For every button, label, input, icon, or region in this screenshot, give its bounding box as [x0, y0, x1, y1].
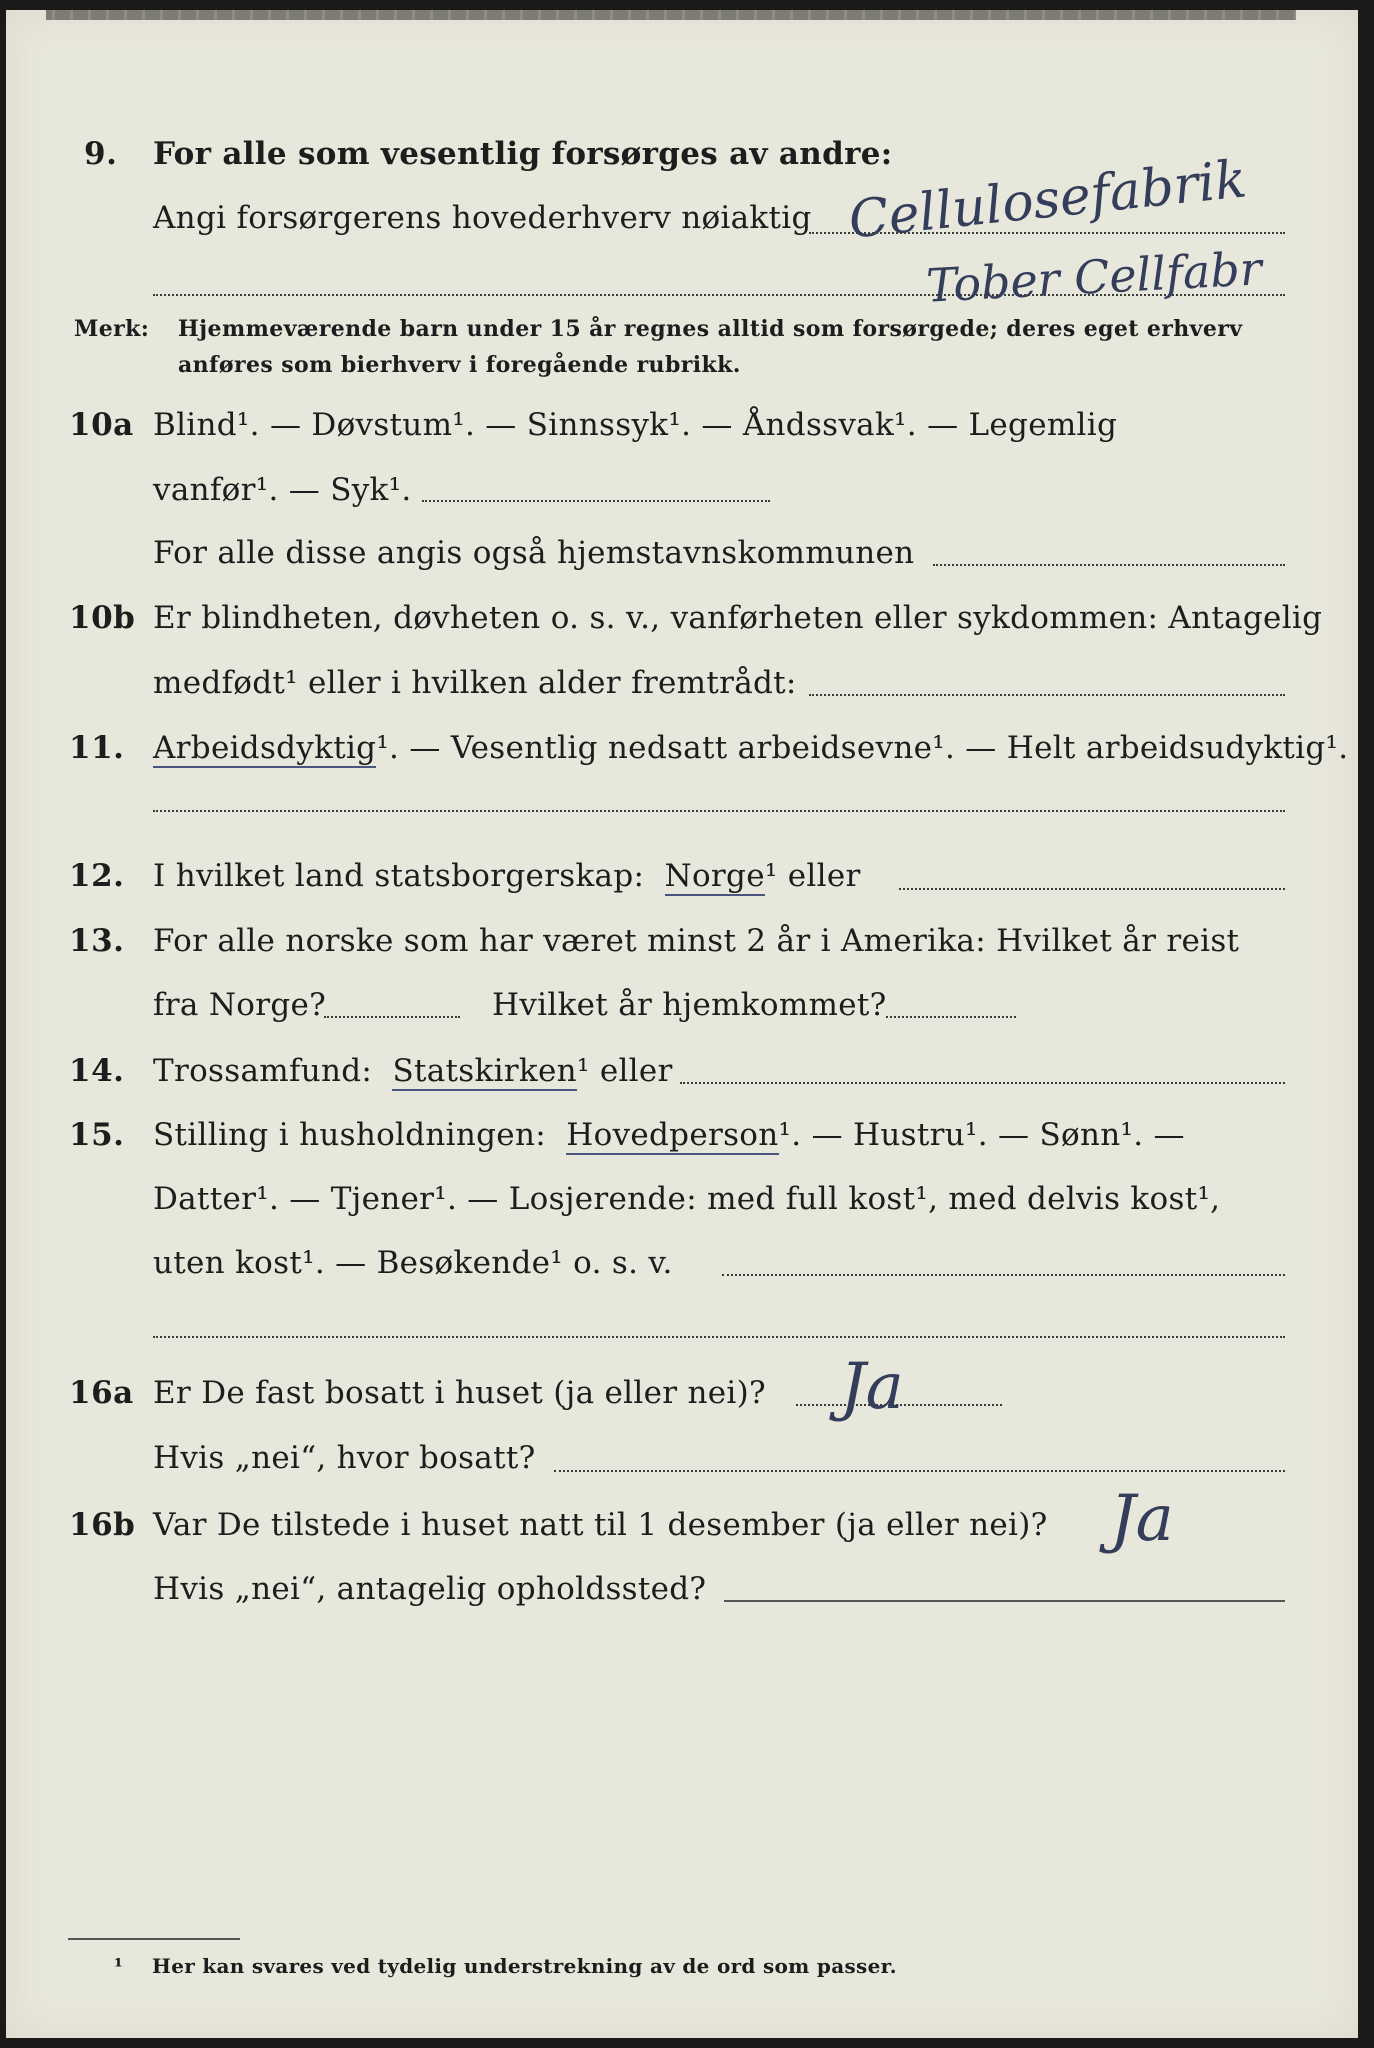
- q15-line2: Datter¹. — Tjener¹. — Losjerende: med full kost¹, med delvis kost¹,: [153, 1181, 1221, 1217]
- q10a-line1: Blind¹. — Døvstum¹. — Sinnssyk¹. — Åndssvak¹. — Legemlig: [153, 407, 1118, 443]
- q16b-line1: Var De tilstede i huset natt til 1 desember (ja eller nei)?: [153, 1507, 1048, 1543]
- q16b-opholdssted-line: [724, 1600, 1285, 1602]
- page-top-edge: [46, 10, 1296, 20]
- q15-answer-line: [722, 1274, 1285, 1276]
- q12-number: 12.: [69, 858, 125, 894]
- q16a-handwritten-answer: Ja: [840, 1350, 904, 1424]
- q16b-handwritten-answer: Ja: [1110, 1482, 1174, 1556]
- q10a-answer-line: [422, 500, 770, 502]
- q10b-line2: medfødt¹ eller i hvilken alder fremtrådt:: [153, 665, 797, 701]
- q14-number: 14.: [69, 1053, 125, 1089]
- q9-handwritten-answer: Cellulosefabrik: [845, 149, 1250, 251]
- q10b-number: 10b: [69, 600, 136, 636]
- q14-row: [153, 1053, 673, 1089]
- q15-option-hovedperson: Hovedperson: [566, 1117, 779, 1153]
- q10a-number: 10a: [69, 407, 134, 443]
- footnote-mark: ¹: [114, 1954, 124, 1978]
- q10b-line1: Er blindheten, døvheten o. s. v., vanførheten eller sykdommen: Antagelig: [153, 600, 1323, 636]
- q14-question: Trossamfund:: [153, 1053, 373, 1089]
- q11-answer-row: [153, 730, 1348, 766]
- q12-answer-line: [899, 888, 1285, 890]
- q16a-line2: Hvis „nei“, hvor bosatt?: [153, 1440, 536, 1476]
- q11-number: 11.: [69, 730, 125, 766]
- q15-line3: uten kost¹. — Besøkende¹ o. s. v.: [153, 1245, 673, 1281]
- q15-answer-line2: [153, 1336, 1285, 1338]
- q11-options-rest: ¹. — Vesentlig nedsatt arbeidsevne¹. — Helt arbeidsudyktig¹.: [376, 730, 1349, 766]
- q10b-answer-line: [809, 694, 1285, 696]
- q9-handwritten-answer2: Tober Cellfabr: [924, 241, 1264, 313]
- q16a-line1: Er De fast bosatt i huset (ja eller nei)?: [153, 1375, 766, 1411]
- q12-question: I hvilket land statsborgerskap:: [153, 858, 645, 894]
- q15-question: Stilling i husholdningen:: [153, 1117, 546, 1153]
- q12-row: [153, 858, 861, 894]
- q9-question: For alle som vesentlig forsørges av andre:: [153, 136, 893, 172]
- q16b-number: 16b: [69, 1507, 136, 1543]
- q15-number: 15.: [69, 1117, 125, 1153]
- q14-option-eller: ¹ eller: [576, 1053, 673, 1089]
- q14-answer-line: [680, 1082, 1285, 1084]
- q10a-line3: For alle disse angis også hjemstavnskommunen: [153, 535, 915, 571]
- census-form-page: [6, 10, 1358, 2038]
- q9-number: 9.: [84, 136, 118, 172]
- q13-line1: For alle norske som har været minst 2 år i Amerika: Hvilket år reist: [153, 923, 1240, 959]
- q12-option-norge: Norge: [664, 858, 765, 894]
- q11-answer-line: [153, 810, 1285, 812]
- q13-reist-line: [324, 1016, 460, 1018]
- q9-question-line2: Angi forsørgerens hovederhverv nøiaktig: [153, 200, 812, 236]
- q10a-line2: vanfør¹. — Syk¹.: [153, 472, 412, 508]
- q16b-line2: Hvis „nei“, antagelig opholdssted?: [153, 1571, 707, 1607]
- q13-line2b: Hvilket år hjemkommet?: [492, 987, 887, 1023]
- q13-hjemkommet-line: [886, 1016, 1016, 1018]
- q14-option-statskirken: Statskirken: [392, 1053, 577, 1089]
- merk-text-line1: Hjemmeværende barn under 15 år regnes alltid som forsørgede; deres eget erhverv: [178, 316, 1243, 342]
- q15-options-rest: ¹. — Hustru¹. — Sønn¹. —: [778, 1117, 1185, 1153]
- q13-number: 13.: [69, 923, 125, 959]
- q15-row1: [153, 1117, 1185, 1153]
- q12-option-eller: ¹ eller: [764, 858, 861, 894]
- q10a-kommune-line: [933, 564, 1285, 566]
- q16a-bosatt-line: [554, 1470, 1285, 1472]
- q16a-number: 16a: [69, 1375, 134, 1411]
- q11-option-arbeidsdyktig: Arbeidsdyktig: [153, 730, 377, 766]
- merk-label: Merk:: [74, 316, 150, 342]
- footnote-rule: [68, 1938, 240, 1940]
- merk-text-line2: anføres som bierhverv i foregående rubrikk.: [178, 352, 741, 378]
- q13-line2a: fra Norge?: [153, 987, 327, 1023]
- footnote-text: Her kan svares ved tydelig understrekning av de ord som passer.: [152, 1954, 897, 1978]
